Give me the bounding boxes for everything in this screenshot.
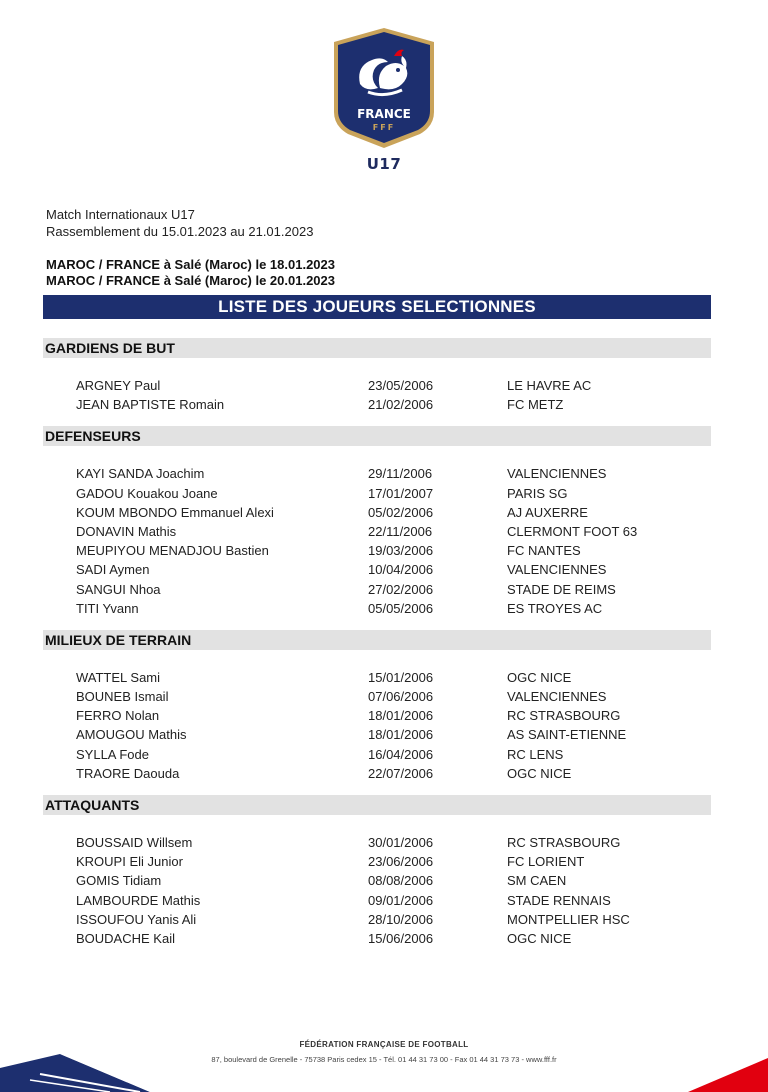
player-row (43, 464, 711, 483)
player-club: STADE DE REIMS (507, 581, 616, 597)
player-birthdate: 15/01/2006 (368, 669, 434, 685)
player-club: VALENCIENNES (507, 689, 607, 705)
player-name: ISSOUFOU Yanis Ali (76, 911, 197, 927)
player-row (43, 725, 711, 744)
player-name: FERRO Nolan (76, 708, 160, 724)
player-birthdate: 29/11/2006 (368, 466, 433, 482)
player-row (43, 503, 711, 522)
player-row (43, 910, 711, 929)
player-birthdate: 07/06/2006 (368, 689, 434, 705)
player-row (43, 852, 711, 871)
player-list (43, 376, 711, 414)
player-club: VALENCIENNES (507, 562, 607, 578)
player-name: SYLLA Fode (76, 746, 149, 762)
player-birthdate: 08/08/2006 (368, 873, 434, 889)
player-section (43, 795, 711, 948)
player-row (43, 395, 711, 414)
selected-players-banner: LISTE DES JOUEURS SELECTIONNES (43, 295, 711, 319)
player-name: WATTEL Sami (76, 669, 161, 685)
player-row (43, 891, 711, 910)
player-birthdate: 15/06/2006 (368, 930, 434, 946)
rooster-shield-icon (330, 26, 438, 150)
player-name: TRAORE Daouda (76, 765, 180, 781)
player-birthdate: 30/01/2006 (368, 835, 434, 850)
player-birthdate: 27/02/2006 (368, 581, 434, 597)
match-line: MAROC / FRANCE à Salé (Maroc) le 18.01.2023 (46, 257, 335, 272)
svg-text:FRANCE: FRANCE (357, 107, 411, 121)
player-row (43, 706, 711, 725)
player-club: RC STRASBOURG (507, 708, 621, 724)
player-name: SANGUI Nhoa (76, 581, 161, 597)
player-section (43, 630, 711, 783)
red-stripe-decoration (648, 1052, 768, 1092)
player-birthdate: 23/05/2006 (368, 378, 434, 393)
player-row (43, 764, 711, 783)
player-birthdate: 18/01/2006 (368, 708, 434, 724)
player-row (43, 871, 711, 890)
player-birthdate: 16/04/2006 (368, 746, 434, 762)
player-row (43, 833, 711, 852)
intro-block (46, 206, 313, 240)
player-section (43, 338, 711, 414)
player-birthdate: 10/04/2006 (368, 562, 434, 578)
player-birthdate: 05/05/2006 (368, 600, 434, 616)
player-row (43, 929, 711, 948)
player-name: KAYI SANDA Joachim (76, 466, 205, 482)
gathering-dates-text: Rassemblement du 15.01.2023 au 21.01.2023 (46, 224, 314, 239)
player-name: KOUM MBONDO Emmanuel Alexi (76, 504, 274, 520)
section-header: GARDIENS DE BUT (43, 338, 711, 358)
player-club: RC STRASBOURG (507, 835, 621, 850)
player-birthdate: 17/01/2007 (368, 485, 434, 501)
player-club: FC METZ (507, 397, 564, 413)
player-birthdate: 21/02/2006 (368, 397, 434, 413)
player-birthdate: 22/07/2006 (368, 765, 434, 781)
player-row (43, 668, 711, 687)
player-birthdate: 22/11/2006 (368, 523, 433, 539)
player-name: AMOUGOU Mathis (76, 727, 187, 743)
svg-text:FFF: FFF (372, 123, 396, 132)
player-birthdate: 19/03/2006 (368, 543, 434, 559)
section-header: ATTAQUANTS (43, 795, 711, 815)
matches-block (46, 257, 335, 289)
player-club: LE HAVRE AC (507, 378, 592, 393)
player-club: CLERMONT FOOT 63 (507, 523, 638, 539)
player-name: KROUPI Eli Junior (76, 854, 183, 870)
player-name: LAMBOURDE Mathis (76, 892, 201, 908)
team-label: U17 (366, 155, 402, 173)
fff-crest-logo (330, 26, 438, 150)
player-name: MEUPIYOU MENADJOU Bastien (76, 543, 269, 559)
tricolor-stripes-decoration (0, 1044, 150, 1092)
player-club: STADE RENNAIS (507, 892, 611, 908)
player-name: BOUDACHE Kail (76, 930, 175, 946)
player-list (43, 464, 711, 618)
player-club: MONTPELLIER HSC (507, 911, 630, 927)
player-row (43, 484, 711, 503)
player-birthdate: 23/06/2006 (368, 854, 434, 870)
player-list (43, 668, 711, 783)
player-row (43, 599, 711, 618)
section-header: DEFENSEURS (43, 426, 711, 446)
player-row (43, 580, 711, 599)
player-club: VALENCIENNES (507, 466, 607, 482)
player-club: AS SAINT-ETIENNE (507, 727, 627, 743)
player-club: ES TROYES AC (507, 600, 603, 616)
player-name: GOMIS Tidiam (76, 873, 162, 889)
footer-title: FÉDÉRATION FRANÇAISE DE FOOTBALL (299, 1040, 469, 1049)
player-club: SM CAEN (507, 873, 567, 889)
player-birthdate: 09/01/2006 (368, 892, 434, 908)
player-club: PARIS SG (507, 485, 568, 501)
player-section (43, 426, 711, 618)
player-name: JEAN BAPTISTE Romain (76, 397, 225, 413)
player-list (43, 833, 711, 948)
player-name: TITI Yvann (76, 600, 139, 616)
footer-address: 87, boulevard de Grenelle - 75738 Paris cedex 15 - Tél. 01 44 31 73 00 - Fax 01 44 31 73 73 - www.fff.fr (211, 1055, 557, 1064)
player-row (43, 541, 711, 560)
player-club: FC NANTES (507, 543, 581, 559)
player-birthdate: 28/10/2006 (368, 911, 434, 927)
player-row (43, 560, 711, 579)
player-club: RC LENS (507, 746, 564, 762)
player-row (43, 376, 711, 395)
player-club: FC LORIENT (507, 854, 585, 870)
player-sections (43, 338, 711, 960)
section-header: MILIEUX DE TERRAIN (43, 630, 711, 650)
match-type-text: Match Internationaux U17 (46, 207, 195, 222)
player-row (43, 522, 711, 541)
player-club: OGC NICE (507, 930, 572, 946)
player-name: SADI Aymen (76, 562, 150, 578)
player-club: OGC NICE (507, 765, 572, 781)
player-birthdate: 18/01/2006 (368, 727, 434, 743)
player-club: OGC NICE (507, 669, 572, 685)
player-name: GADOU Kouakou Joane (76, 485, 218, 501)
player-name: ARGNEY Paul (76, 378, 161, 393)
player-name: BOUNEB Ismail (76, 689, 169, 705)
player-club: AJ AUXERRE (507, 504, 588, 520)
player-row (43, 687, 711, 706)
player-name: DONAVIN Mathis (76, 523, 177, 539)
player-birthdate: 05/02/2006 (368, 504, 434, 520)
player-name: BOUSSAID Willsem (76, 835, 193, 850)
match-line: MAROC / FRANCE à Salé (Maroc) le 20.01.2023 (46, 273, 335, 288)
player-row (43, 745, 711, 764)
